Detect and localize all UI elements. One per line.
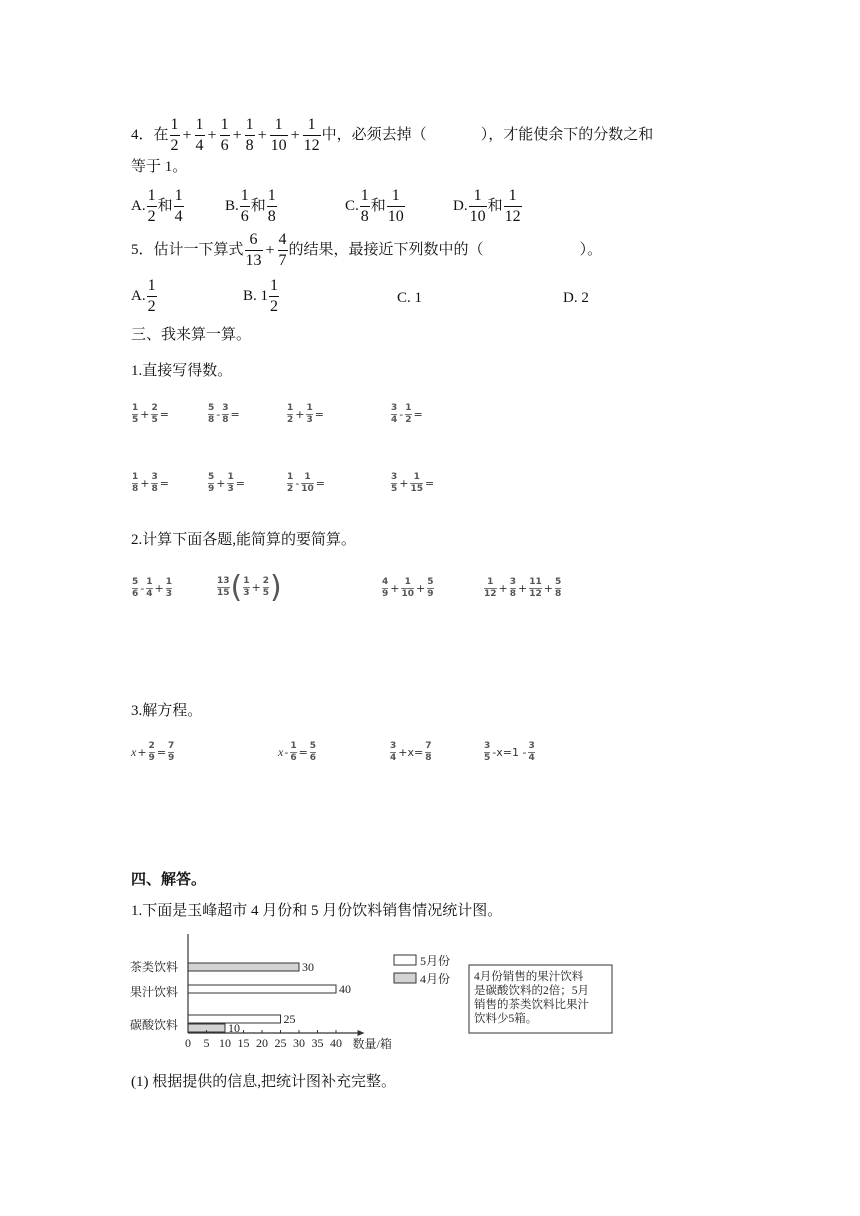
denominator: 8 <box>151 484 158 494</box>
direct-item <box>286 404 325 425</box>
fraction <box>220 117 230 154</box>
numerator: 1 <box>132 403 139 413</box>
q4-option-a <box>131 188 185 225</box>
q4-fraction-sum <box>169 116 322 154</box>
fraction <box>146 578 152 599</box>
numerator: 1 <box>267 187 276 204</box>
fraction <box>360 188 370 225</box>
x-tick-label: 15 <box>237 1036 250 1050</box>
denominator: 8 <box>245 137 254 154</box>
section4-sub1: (1) 根据提供的信息,把统计图补充完整。 <box>131 1074 396 1090</box>
denominator: 3 <box>227 484 234 494</box>
numerator: 5 <box>132 577 139 587</box>
x-tick-label: 30 <box>293 1036 305 1050</box>
x-axis-label: 数量/箱 <box>352 1037 392 1051</box>
fraction <box>410 473 423 494</box>
operator: - <box>399 408 404 421</box>
denominator: 8 <box>554 589 562 599</box>
numerator: 1 <box>290 741 297 751</box>
legend-swatch <box>394 955 416 965</box>
fraction <box>382 578 388 599</box>
equals-sign: = <box>159 408 169 421</box>
fraction <box>149 742 155 763</box>
fraction <box>132 404 138 425</box>
equation-2 <box>278 742 317 763</box>
fraction <box>166 578 172 599</box>
operator: - <box>140 582 145 595</box>
fraction <box>504 188 522 225</box>
annotation-line: 销售的茶类饮料比果汁 <box>474 999 589 1011</box>
q5-fraction-1: $\frac{6}{13}$ <box>245 231 262 269</box>
numerator: 2 <box>148 741 155 751</box>
fraction <box>555 578 561 599</box>
direct-item <box>207 473 246 494</box>
q5-option-a-fraction: $\frac{1}{2}$ <box>147 277 156 315</box>
legend-swatch <box>394 973 416 983</box>
data-label: 30 <box>302 960 314 974</box>
denominator: 15 <box>410 484 424 494</box>
equals-sign: = <box>314 408 324 421</box>
numerator: 3 <box>151 472 158 482</box>
denominator: 2 <box>170 137 179 154</box>
equals-sign: = <box>298 746 308 759</box>
denominator: 12 <box>504 208 521 225</box>
numerator: 3 <box>390 741 397 751</box>
numerator: 1 <box>147 187 156 204</box>
fraction <box>401 578 414 599</box>
numerator: 1 <box>170 116 179 133</box>
operator: - <box>295 477 300 490</box>
denominator: 9 <box>168 753 175 763</box>
numerator: 1 <box>508 187 517 204</box>
denominator: 5 <box>132 415 139 425</box>
denominator: 8 <box>267 208 276 225</box>
denominator: 8 <box>360 208 369 225</box>
q5-option-b-fraction: $\frac{1}{2}$ <box>270 277 279 315</box>
denominator: 5 <box>484 753 491 763</box>
x-tick-label: 35 <box>311 1036 324 1050</box>
denominator: 3 <box>165 589 172 599</box>
denominator: 6 <box>309 753 317 763</box>
fraction <box>147 188 157 225</box>
fraction <box>290 742 296 763</box>
plus-sign: + <box>257 126 267 144</box>
numerator: 5 <box>208 403 215 413</box>
fraction <box>208 473 214 494</box>
numerator: 13 <box>217 576 230 586</box>
plus-sign: + <box>207 126 217 144</box>
fraction <box>227 473 233 494</box>
numerator: 3 <box>222 403 229 413</box>
numerator: 1 <box>245 116 254 133</box>
q4-option-c <box>345 188 406 225</box>
operator: + <box>137 746 147 759</box>
fraction <box>510 578 516 599</box>
annotation-line: 饮料少5箱。 <box>474 1013 538 1025</box>
operator: - <box>216 408 221 421</box>
fraction <box>391 404 397 425</box>
denominator: 8 <box>425 753 432 763</box>
direct-item <box>131 404 170 425</box>
fraction <box>528 742 534 763</box>
operator: - <box>284 746 289 759</box>
denominator: 2 <box>287 484 294 494</box>
left-paren: ( <box>230 570 243 605</box>
denominator: 2 <box>405 415 412 425</box>
fraction <box>427 578 433 599</box>
annotation-line: 4月份销售的果汁饮料 <box>474 971 584 983</box>
numerator: 1 <box>287 472 294 482</box>
numerator: 5 <box>309 741 317 751</box>
denominator: 5 <box>262 588 269 598</box>
equals-sign: = <box>315 477 325 490</box>
numerator: 5 <box>427 577 434 587</box>
denominator: 4 <box>146 589 153 599</box>
denominator: 4 <box>390 753 397 763</box>
fraction <box>390 742 396 763</box>
beverage-sales-chart <box>120 928 630 1064</box>
category-label: 茶类饮料 <box>130 960 179 974</box>
annotation-line: 是碳酸饮料的2倍；5月 <box>474 985 589 997</box>
equals-sign: = <box>413 408 423 421</box>
denominator: 4 <box>528 753 535 763</box>
calc-expression-3 <box>381 578 435 599</box>
denominator: 12 <box>529 589 542 599</box>
numerator: 1 <box>391 187 400 204</box>
numerator: 1 <box>227 472 234 482</box>
calc-row <box>131 570 631 610</box>
denominator: 6 <box>132 589 139 599</box>
numerator: 3 <box>528 741 535 751</box>
direct-row-1 <box>131 404 531 428</box>
fraction <box>132 473 138 494</box>
option-and: 和 <box>157 197 173 214</box>
numerator: 1 <box>405 403 412 413</box>
q5-fraction-2: $\frac{4}{7}$ <box>278 231 287 269</box>
numerator: 1 <box>413 472 420 482</box>
fraction <box>151 404 157 425</box>
direct-item <box>390 473 435 494</box>
fraction <box>310 742 316 763</box>
denominator: 9 <box>427 589 434 599</box>
x-tick-label: 40 <box>330 1036 342 1050</box>
fraction <box>387 188 405 225</box>
numerator: 1 <box>487 577 494 587</box>
equals-sign: = <box>425 477 435 490</box>
fraction <box>425 742 431 763</box>
equals-sign: = <box>156 746 167 759</box>
q4-line2: 等于 1。 <box>131 159 188 175</box>
equation-1 <box>131 742 175 763</box>
denominator: 8 <box>222 415 229 425</box>
denominator: 4 <box>195 137 204 154</box>
operator: -x=1 - <box>492 746 527 759</box>
numerator: 5 <box>208 472 215 482</box>
x-tick-label: 10 <box>219 1036 231 1050</box>
numerator: 1 <box>404 577 411 587</box>
denominator: 9 <box>148 753 155 763</box>
numerator: 1 <box>240 187 249 204</box>
fraction <box>270 117 288 154</box>
operator: + <box>543 582 553 595</box>
denominator: 10 <box>270 137 287 154</box>
q4-option-b <box>225 188 278 225</box>
numerator: 1 <box>304 472 311 482</box>
denominator: 6 <box>240 208 249 225</box>
fraction <box>306 404 312 425</box>
calc-expression-4 <box>483 578 562 599</box>
x-tick-label: 0 <box>185 1036 191 1050</box>
denominator: 2 <box>287 415 294 425</box>
q5-option-d: D. 2 <box>563 290 589 306</box>
fraction <box>267 188 277 225</box>
variable-x: x <box>131 745 137 759</box>
operator: + <box>140 477 150 490</box>
numerator: 7 <box>425 741 432 751</box>
denominator: 15 <box>217 588 230 598</box>
x-axis-arrow <box>358 1030 365 1036</box>
numerator: 1 <box>165 577 172 587</box>
denominator: 12 <box>484 589 497 599</box>
numerator: 1 <box>174 187 183 204</box>
equals-sign: = <box>159 477 169 490</box>
plus-sign: + <box>182 126 192 144</box>
operator: + <box>399 477 409 490</box>
numerator: 3 <box>484 741 491 751</box>
direct-item <box>286 473 326 494</box>
fraction <box>391 473 397 494</box>
direct-item <box>207 404 241 425</box>
option-label: B. <box>225 197 239 214</box>
numerator: 3 <box>391 472 398 482</box>
numerator: 1 <box>132 472 139 482</box>
equation-row <box>131 742 631 770</box>
denominator: 10 <box>387 208 404 225</box>
operator: + <box>154 582 164 595</box>
denominator: 4 <box>391 415 398 425</box>
operator: + <box>140 408 150 421</box>
q5-line: 5．估计一下算式 $\frac{6}{13}$ + $\frac{4}{7}$ 的结果，最接近下列数中的（ ）。 <box>131 231 603 269</box>
q4-line1: 4．在 $\frac{1}{2}$ + $\frac{1}{4}$ + $\frac{1}{6}$ + $\frac{1}{8}$ + $\frac{1}{10}$ + $\frac{1}{12}$ 中，必须去掉（ ），才能使余下的分数之和 <box>131 116 654 154</box>
section4-title: 四、解答。 <box>131 870 207 888</box>
direct-row-2 <box>131 473 531 497</box>
q5-option-a: A. $\frac{1}{2}$ <box>131 277 156 315</box>
numerator: 1 <box>243 576 250 586</box>
equals-sign: = <box>235 477 245 490</box>
category-label: 碳酸饮料 <box>130 1018 179 1032</box>
fraction <box>303 117 321 154</box>
q5-option-c: C. 1 <box>397 290 423 306</box>
numerator: 2 <box>151 403 158 413</box>
section3-title: 三、我来算一算。 <box>131 327 252 343</box>
numerator: 7 <box>168 741 175 751</box>
operator: + <box>518 582 528 595</box>
numerator: 1 <box>287 403 294 413</box>
legend-label: 4月份 <box>420 972 451 986</box>
fraction <box>132 578 138 599</box>
denominator: 3 <box>243 588 250 598</box>
plus-sign: + <box>290 126 300 144</box>
option-and: 和 <box>370 197 386 214</box>
bar-april <box>188 963 299 971</box>
fraction <box>222 404 228 425</box>
denominator: 10 <box>401 589 415 599</box>
fraction <box>151 473 157 494</box>
denominator: 6 <box>220 137 229 154</box>
calc-expression-2 <box>216 570 282 605</box>
equation-4 <box>483 742 536 763</box>
fraction <box>174 188 184 225</box>
direct-item <box>131 473 170 494</box>
section3-part1-title: 1.直接写得数。 <box>131 363 233 379</box>
fraction <box>405 404 411 425</box>
plus-sign: + <box>232 126 242 144</box>
operator: + <box>251 581 261 594</box>
numerator: 1 <box>195 116 204 133</box>
q4-option-d <box>453 188 523 225</box>
denominator: 2 <box>147 208 156 225</box>
fraction <box>287 404 293 425</box>
fraction <box>240 188 250 225</box>
option-and: 和 <box>487 197 503 214</box>
operator: + <box>295 408 305 421</box>
denominator: 10 <box>469 208 486 225</box>
bar-may <box>188 985 336 993</box>
fraction <box>301 473 314 494</box>
right-paren: ) <box>270 570 282 605</box>
legend-label: 5月份 <box>420 954 451 968</box>
option-label: D. <box>453 197 468 214</box>
numerator: 2 <box>262 576 269 586</box>
denominator: 8 <box>509 589 517 599</box>
numerator: 1 <box>146 577 153 587</box>
numerator: 3 <box>391 403 398 413</box>
denominator: 9 <box>208 484 215 494</box>
section3-part2-title: 2.计算下面各题,能简算的要简算。 <box>131 532 357 548</box>
denominator: 6 <box>290 753 297 763</box>
operator: + <box>416 582 426 595</box>
option-label: C. <box>345 197 359 214</box>
numerator: 1 <box>473 187 482 204</box>
operator: + <box>390 582 400 595</box>
option-label: A. <box>131 197 146 214</box>
numerator: 1 <box>274 116 283 133</box>
denominator: 3 <box>306 415 313 425</box>
variable-x: x <box>278 745 284 759</box>
denominator: 8 <box>208 415 215 425</box>
fraction <box>484 742 490 763</box>
numerator: 3 <box>509 577 517 587</box>
q5-option-b: B. 1 $\frac{1}{2}$ <box>243 277 279 315</box>
numerator: 4 <box>382 577 389 587</box>
numerator: 1 <box>220 116 229 133</box>
x-tick-label: 25 <box>274 1036 287 1050</box>
fraction <box>170 117 180 154</box>
operator: + <box>216 477 226 490</box>
fraction <box>484 578 497 599</box>
x-tick-label: 5 <box>203 1036 210 1050</box>
section3-part3-title: 3.解方程。 <box>131 703 203 719</box>
category-label: 果汁饮料 <box>130 985 179 999</box>
data-label: 25 <box>283 1012 296 1026</box>
denominator: 5 <box>391 484 398 494</box>
denominator: 5 <box>151 415 158 425</box>
option-and: 和 <box>250 197 266 214</box>
section4-part1-title: 1.下面是玉峰超市 4 月份和 5 月份饮料销售情况统计图。 <box>131 903 503 919</box>
data-label: 40 <box>339 982 351 996</box>
fraction <box>245 117 255 154</box>
fraction <box>217 577 230 598</box>
fraction <box>208 404 214 425</box>
numerator: 1 <box>307 116 316 133</box>
direct-item <box>390 404 424 425</box>
denominator: 9 <box>382 589 389 599</box>
equals-sign: = <box>230 408 240 421</box>
fraction <box>243 577 249 598</box>
calc-expression-1 <box>131 578 173 599</box>
denominator: 4 <box>174 208 183 225</box>
numerator: 11 <box>529 577 542 587</box>
numerator: 5 <box>554 577 562 587</box>
equation-3 <box>389 742 432 763</box>
numerator: 1 <box>306 403 313 413</box>
fraction <box>263 577 269 598</box>
fraction <box>168 742 174 763</box>
denominator: 8 <box>132 484 139 494</box>
fraction <box>469 188 487 225</box>
numerator: 1 <box>360 187 369 204</box>
data-label: 10 <box>228 1021 240 1035</box>
operator: + <box>498 582 508 595</box>
denominator: 10 <box>301 484 314 494</box>
denominator: 12 <box>303 137 320 154</box>
x-tick-label: 20 <box>256 1036 268 1050</box>
operator: +x= <box>398 746 424 759</box>
fraction <box>287 473 293 494</box>
fraction <box>195 117 205 154</box>
fraction <box>529 578 542 599</box>
